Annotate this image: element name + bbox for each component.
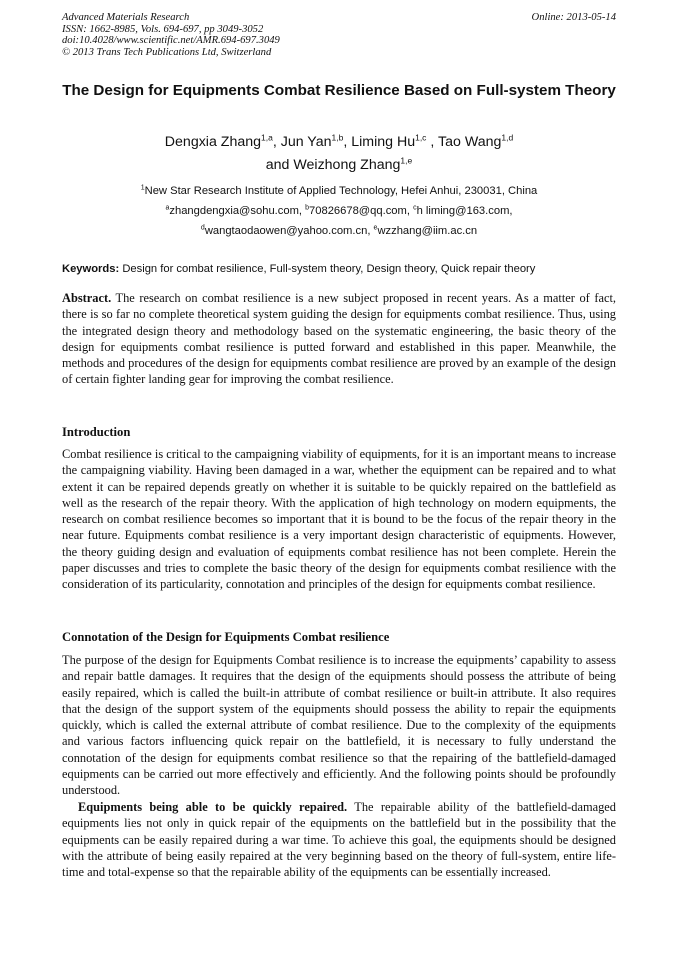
author-name: Weizhong Zhang	[293, 156, 401, 173]
abstract-text: The research on combat resilience is a new subject proposed in recent years. As a matter of fact, there is so far no complete theoretical system guiding the design for equipments combat resilience. Thus, using the integrated design theory and methodology based on the systematic engineering, the basic theory of the design for equipments combat resilience is putted forward and established in this paper. Meanwhile, the methods and procedures of the design for equipments combat resilience are proved by an example of the design of certain fighter landing gear for improving the combat resilience.	[62, 291, 617, 387]
author-list: Dengxia Zhang$^{1,a}$, Jun Yan$^{1,b}$, Liming Hu$^{1,c}$ , Tao Wang$^{1,d}$ and Weizhong Zhang$^{1,e}$	[164, 132, 514, 173]
section-heading-connotation: Connotation of the Design for Equipments Combat resilience	[62, 630, 390, 644]
email-sup: c	[413, 204, 417, 212]
affiliation-block	[62, 181, 616, 242]
email-sup: a	[165, 204, 170, 212]
introduction-paragraph: Combat resilience is critical to the campaigning viability of equipments, for it is an important means to increase the campaigning viability. Having been damaged in a war, whether the equipment can be repaired and to what extent it can be repaired depends greatly on whether it is suitable to be quickly repaired on the battlefield as well as the research of the repair theory. With the application of high technology on modern equipments, the research on combat resilience becomes so important that it is bound to be the focus of the repair theory in the near future. Equipments combat resilience is a very important design characteristic of equipments. However, the theory guiding design and evaluation of equipments combat resilience has not been complete. Herein the paper discusses and tries to complete the basic theory of the design for equipments combat resilience with the consideration of its particularity, connotation and principles of the design for equipments combat resilience.	[62, 447, 616, 591]
connotation-paragraph: The purpose of the design for Equipments Combat resilience is to increase the equipments’ capability to assess and repair battle damages. It requires that the design of the equipments should possess the attribute of being easily repaired, which is called the built-in attribute of combat resilience or built-in attribute. It also requires that the design of the support system of the equipments should possess the ability to repair the equipments quickly, which is called the external attribute of combat resilience. Due to the complexity of the equipments and various factors influencing quick repair on the battlefield, it is necessary to fully understand the connotation of the design for equipments combat resilience so that the repairing of the battlefield-damaged equipments can be carried out more effectively and efficiently. And the following points should be profoundly understood.	[62, 653, 616, 797]
email-line: $^d$wangtaodaowen@yahoo.com.cn, $^e$wzzhang@iim.ac.cn	[200, 224, 478, 238]
author-name: Dengxia Zhang	[164, 134, 262, 150]
copyright-line: © 2013 Trans Tech Publications Ltd, Switzerland	[62, 46, 272, 58]
author-affil-sup: 1,a	[261, 132, 273, 143]
point-label: Equipments being able to be quickly repaired.	[78, 800, 348, 814]
issn-line: ISSN: 1662-8985, Vols. 694-697, pp 3049-3052	[62, 23, 264, 35]
journal-name: Advanced Materials Research	[62, 12, 190, 23]
keywords-text: Design for combat resilience, Full-system theory, Design theory, Quick repair theory	[122, 263, 536, 275]
point-text: The repairable ability of the battlefield-damaged equipments lies not only in quick repair of the equipments on the battlefield but in the possibility that the equipments can be easily repaired during a war time. To achieve this goal, the equipments should be designed with the attribute of being easily repaired at the very beginning based on the theory of full-system, entire life-time and total-expense so that the repairable ability of the equipments can be essentially increased.	[62, 800, 617, 879]
email-sup: b	[305, 204, 310, 212]
section-heading-introduction: Introduction	[62, 425, 131, 439]
journal-header	[62, 12, 616, 58]
keywords-label: Keywords:	[62, 263, 120, 275]
paper-title: The Design for Equipments Combat Resilience Based on Full-system Theory	[62, 82, 616, 99]
author-email: 70826678@qq.com	[309, 205, 407, 218]
affiliation-line	[62, 181, 616, 201]
author-affil-sup: 1,b	[331, 132, 344, 143]
point-paragraph	[62, 799, 616, 880]
email-sup: d	[200, 224, 205, 232]
author-email: wangtaodaowen@yahoo.com.cn	[204, 225, 368, 238]
author-affil-sup: 1,c	[415, 132, 427, 143]
author-email: wzzhang@iim.ac.cn	[377, 225, 478, 238]
author-affil-sup: 1,e	[400, 154, 413, 165]
email-line: $^a$zhangdengxia@sohu.com, $^b$70826678@qq.com, $^c$h liming@163.com,	[165, 204, 513, 218]
abstract	[62, 290, 616, 388]
affil-sup: 1	[140, 184, 145, 192]
author-affil-sup: 1,d	[501, 132, 514, 143]
doi-line: doi:10.4028/www.scientific.net/AMR.694-697.3049	[62, 35, 280, 47]
keywords	[62, 262, 622, 276]
author-email: zhangdengxia@sohu.com	[169, 205, 299, 218]
author-name: Liming Hu	[351, 134, 416, 150]
author-email: h liming@163.com	[416, 205, 510, 218]
affiliation-text: New Star Research Institute of Applied Technology, Hefei Anhui, 230031, China	[144, 185, 538, 197]
online-date: Online: 2013-05-14	[531, 12, 616, 23]
email-sup: e	[373, 224, 378, 232]
author-name: Tao Wang	[438, 134, 502, 150]
author-conjunction: and	[265, 156, 290, 173]
author-name: Jun Yan	[280, 134, 332, 150]
abstract-label: Abstract.	[62, 291, 112, 305]
